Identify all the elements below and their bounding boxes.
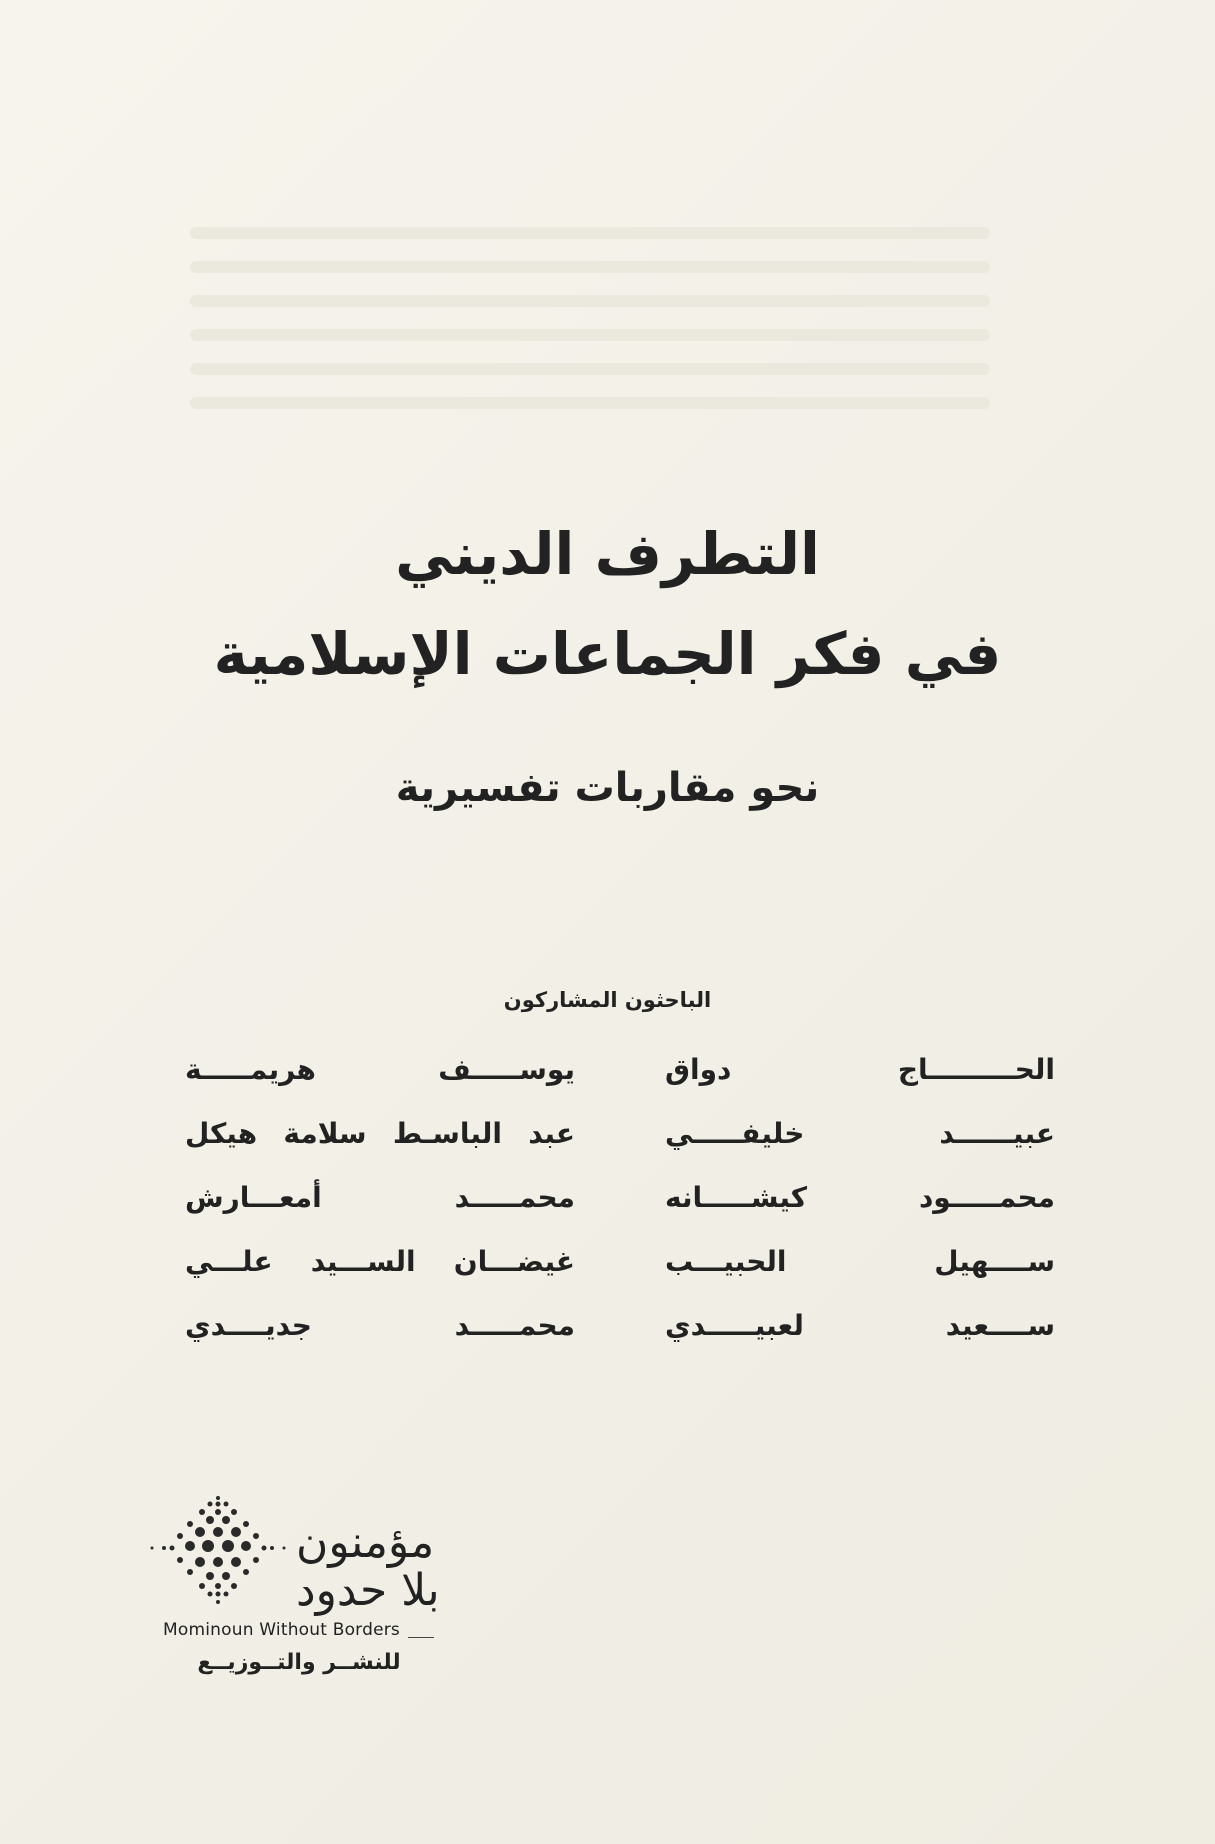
publisher-name-ar-line1: مؤمنون [296, 1517, 435, 1568]
contributor-name: محمـــــد أمعـــارش [185, 1181, 575, 1214]
contributor-name: محمـــــود كيشـــــانه [665, 1181, 1055, 1214]
publisher-tagline: للنشــر والتــوزيــع [197, 1650, 401, 1675]
subtitle: نحو مقاربات تفسيرية [395, 765, 820, 811]
title-line-2: في فكر الجماعات الإسلامية [213, 620, 1002, 688]
contributor-name: عبد الباسـط سلامة هيكل [185, 1117, 575, 1150]
contributor-name: غيضـــان الســـيد علـــي [185, 1245, 575, 1278]
contributors-list [185, 1050, 1055, 1346]
publisher-name-ar-line2: بلا حدود [296, 1565, 440, 1616]
contributor-name: يوســـــف هريمـــــة [185, 1053, 575, 1086]
contributors-heading: الباحثون المشاركون [503, 988, 712, 1012]
contributor-name: عبيــــــد خليفـــــي [665, 1117, 1055, 1150]
publisher-underline [408, 1637, 434, 1638]
publisher-name-en: Mominoun Without Borders [163, 1620, 400, 1640]
contributor-name: الحـــــــــاج دواق [665, 1053, 1055, 1086]
contributor-name: ســــهيل الحبيـــب [665, 1245, 1055, 1278]
title-line-1: التطرف الديني [395, 520, 820, 588]
contributor-name: ســــعيد لعبيـــــدي [665, 1309, 1055, 1342]
paper-bleed-through [150, 205, 1030, 431]
contributor-name: محمـــــد جديــــدي [185, 1309, 575, 1342]
